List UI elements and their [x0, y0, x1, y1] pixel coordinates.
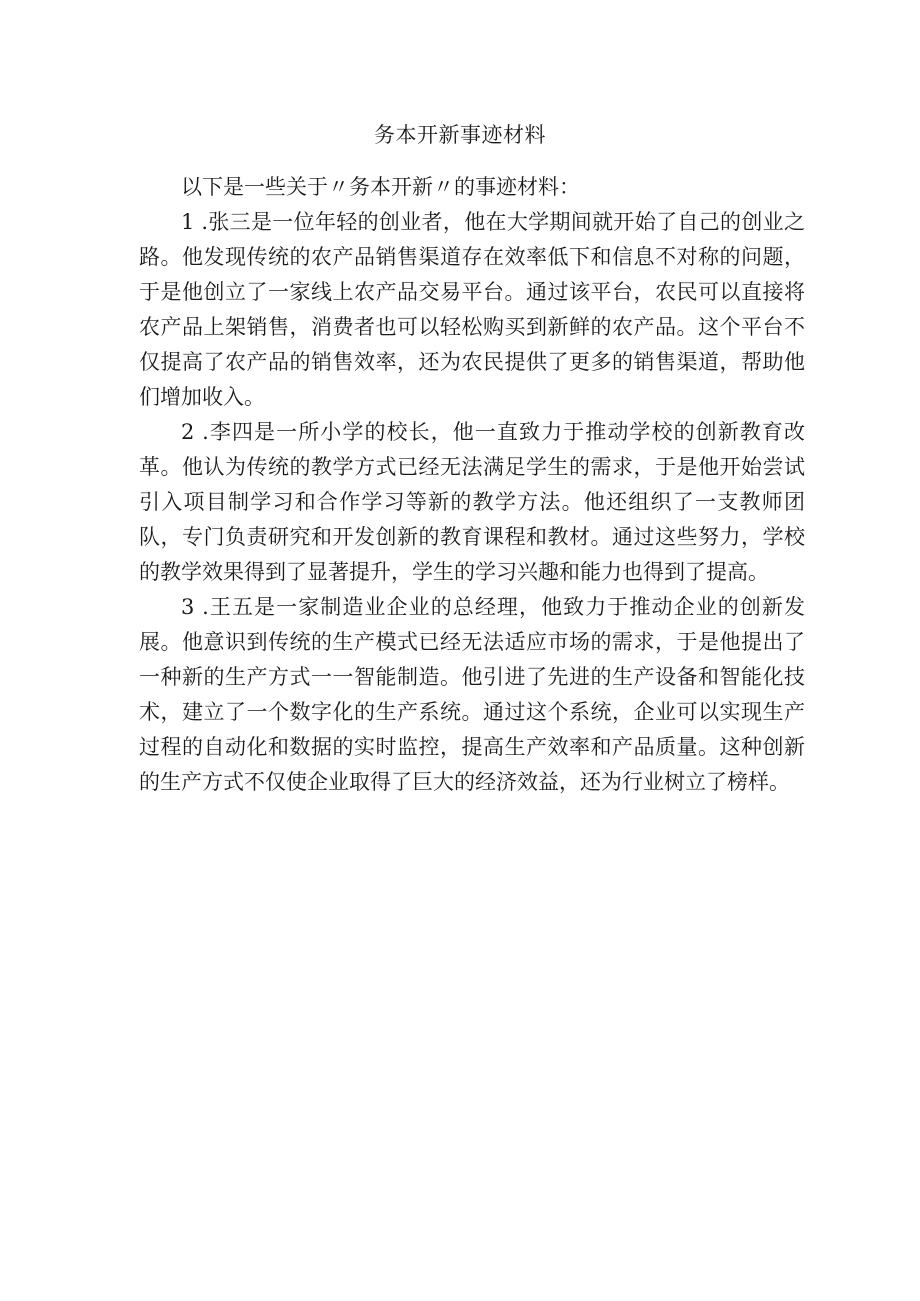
document-title: 务本开新事迹材料	[374, 123, 546, 147]
paragraph-item-1: 1 .张三是一位年轻的创业者，他在大学期间就开始了自己的创业之路。他发现传统的农产品销售渠道存在效率低下和信息不对称的问题，于是他创立了一家线上农产品交易平台。通过该平台，农民可以直接将农产品上架销售，消费者也可以轻松购买到新鲜的农产品。这个平台不仅提高了农产品的销售效率，还为农民提供了更多的销售渠道，帮助他们增加收入。	[139, 210, 805, 409]
intro-paragraph: 以下是一些关于〃务本开新〃的事迹材料：	[181, 175, 580, 199]
paragraph-item-2: 2 .李四是一所小学的校长，他一直致力于推动学校的创新教育改革。他认为传统的教学方式已经无法满足学生的需求，于是他开始尝试引入项目制学习和合作学习等新的教学方法。他还组织了一支教师团队，专门负责研究和开发创新的教育课程和教材。通过这些努力，学校的教学效果得到了显著提升，学生的学习兴趣和能力也得到了提高。	[139, 420, 805, 584]
paragraph-item-3: 3 .王五是一家制造业企业的总经理，他致力于推动企业的创新发展。他意识到传统的生产模式已经无法适应市场的需求，于是他提出了一种新的生产方式一一智能制造。他引进了先进的生产设备和智能化技术，建立了一个数字化的生产系统。通过这个系统，企业可以实现生产过程的自动化和数据的实时监控，提高生产效率和产品质量。这种创新的生产方式不仅使企业取得了巨大的经济效益，还为行业树立了榜样。	[139, 595, 805, 794]
document-body	[139, 170, 805, 800]
